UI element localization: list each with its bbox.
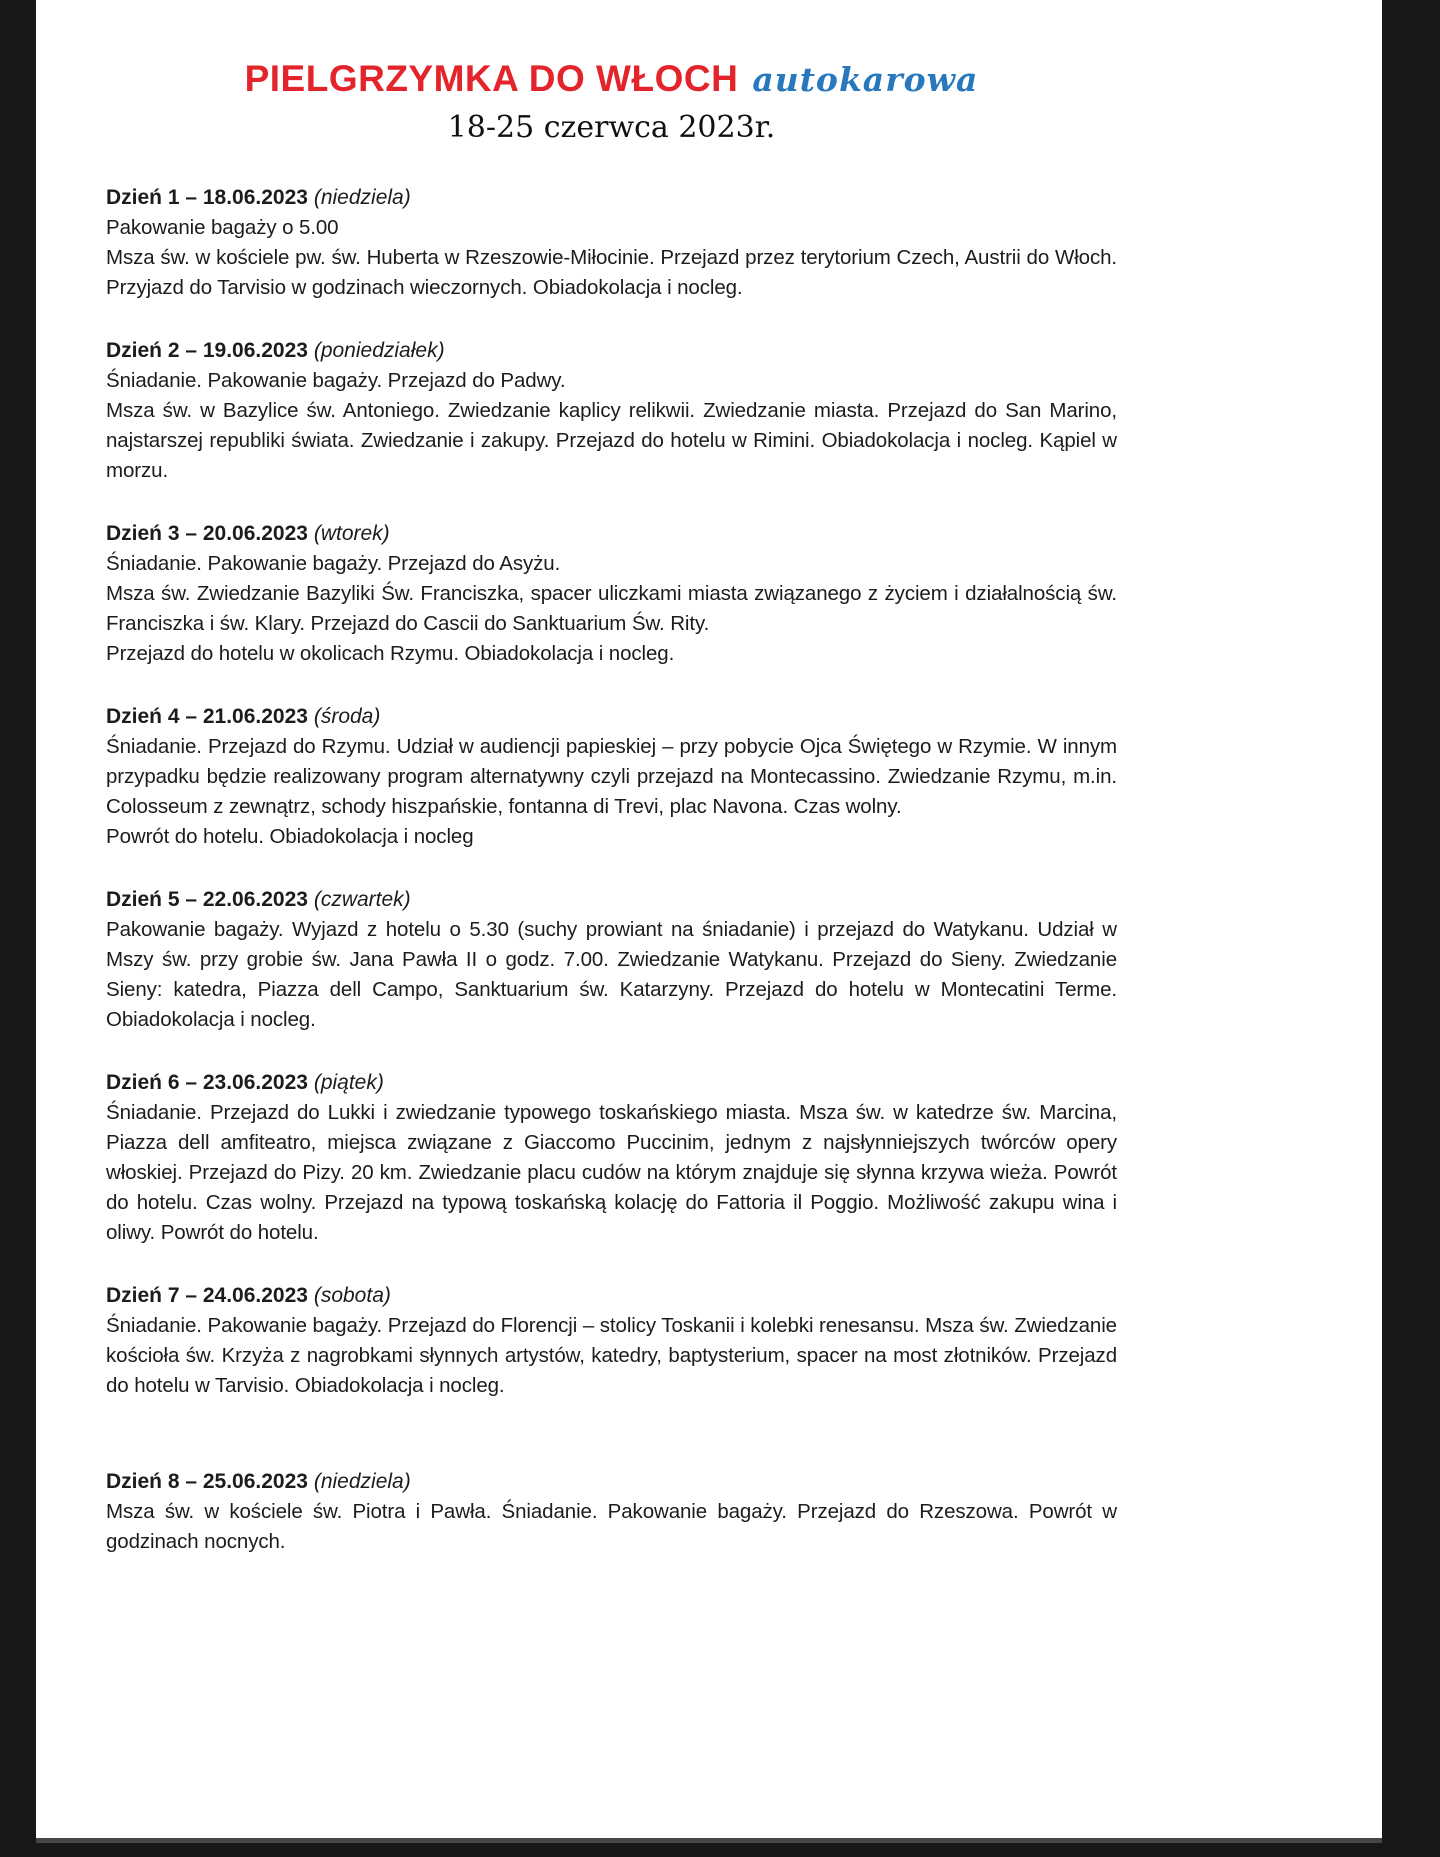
day-paragraph: Pakowanie bagaży. Wyjazd z hotelu o 5.30 (suchy prowiant na śniadanie) i przejazd do Watykanu. Udział w Mszy św. przy grobie św. Jana Pawła II o godz. 7.00. Zwiedzanie Watykanu. Przejazd do Sieny. Zwiedzanie Sieny: katedra, Piazza dell Campo, Sanktuarium św. Katarzyny. Przejazd do hotelu w Montecatini Terme. Obiadokolacja i nocleg. <box>106 918 1117 1031</box>
day-heading <box>106 1281 1117 1311</box>
day-section <box>106 702 1117 852</box>
day-heading-weekday: (sobota) <box>313 1284 391 1307</box>
day-paragraph: Śniadanie. Pakowanie bagaży. Przejazd do Asyżu. <box>106 552 561 575</box>
day-heading <box>106 702 1117 732</box>
day-section <box>106 336 1117 486</box>
day-body <box>106 1311 1117 1401</box>
day-heading-date: Dzień 6 – 23.06.2023 <box>106 1071 308 1094</box>
page-subtitle: 18-25 czerwca 2023r. <box>447 110 776 145</box>
day-heading-date: Dzień 5 – 22.06.2023 <box>106 888 308 911</box>
day-body <box>106 366 1117 486</box>
day-heading-date: Dzień 4 – 21.06.2023 <box>106 705 308 728</box>
day-section <box>106 1467 1117 1557</box>
day-paragraph: Śniadanie. Pakowanie bagaży. Przejazd do Padwy. <box>106 369 566 392</box>
day-paragraph: Przejazd do hotelu w okolicach Rzymu. Obiadokolacja i nocleg. <box>106 642 675 665</box>
day-section <box>106 1068 1117 1248</box>
day-paragraph: Śniadanie. Pakowanie bagaży. Przejazd do Florencji – stolicy Toskanii i kolebki renesansu. Msza św. Zwiedzanie kościoła św. Krzyża z nagrobkami słynnych artystów, katedry, baptysterium, spacer na most złotników. Przejazd do hotelu w Tarvisio. Obiadokolacja i nocleg. <box>106 1314 1117 1397</box>
title-line <box>106 58 1117 100</box>
day-section <box>106 885 1117 1035</box>
day-heading <box>106 1467 1117 1497</box>
day-heading-date: Dzień 7 – 24.06.2023 <box>106 1284 308 1307</box>
day-heading-weekday: (niedziela) <box>313 1470 411 1493</box>
day-paragraph: Pakowanie bagaży o 5.00 <box>106 216 339 239</box>
day-section <box>106 183 1117 303</box>
day-heading-date: Dzień 3 – 20.06.2023 <box>106 522 308 545</box>
day-heading-date: Dzień 2 – 19.06.2023 <box>106 339 308 362</box>
day-paragraph: Msza św. w kościele św. Piotra i Pawła. Śniadanie. Pakowanie bagaży. Przejazd do Rzeszowa. Powrót w godzinach nocnych. <box>106 1500 1117 1553</box>
day-paragraph: Msza św. w Bazylice św. Antoniego. Zwiedzanie kaplicy relikwii. Zwiedzanie miasta. Przejazd do San Marino, najstarszej republiki świata. Zwiedzanie i zakupy. Przejazd do hotelu w Rimini. Obiadokolacja i nocleg. Kąpiel w morzu. <box>106 399 1117 482</box>
day-heading-weekday: (środa) <box>313 705 381 728</box>
day-heading-weekday: (wtorek) <box>313 522 390 545</box>
day-section <box>106 519 1117 669</box>
day-body <box>106 732 1117 852</box>
itinerary-days <box>106 183 1117 1557</box>
day-paragraph: Powrót do hotelu. Obiadokolacja i nocleg <box>106 825 474 848</box>
day-paragraph: Śniadanie. Przejazd do Lukki i zwiedzanie typowego toskańskiego miasta. Msza św. w katedrze św. Marcina, Piazza dell amfiteatro, miejsca związane z Giaccomo Puccinim, jednym z najsłynniejszych twórców opery włoskiej. Przejazd do Pizy. 20 km. Zwiedzanie placu cudów na którym znajduje się słynna krzywa wieża. Powrót do hotelu. Czas wolny. Przejazd na typową toskańską kolację do Fattoria il Poggio. Możliwość zakupu wina i oliwy. Powrót do hotelu. <box>106 1101 1117 1244</box>
document-header <box>106 58 1117 145</box>
title-script-word: autokarowa <box>752 60 979 99</box>
day-body <box>106 1098 1117 1248</box>
day-body <box>106 915 1117 1035</box>
day-heading <box>106 183 1117 213</box>
day-heading <box>106 1068 1117 1098</box>
day-heading <box>106 336 1117 366</box>
document-page <box>36 0 1382 1838</box>
day-section <box>106 1281 1117 1401</box>
day-paragraph: Msza św. w kościele pw. św. Huberta w Rzeszowie-Miłocinie. Przejazd przez terytorium Czech, Austrii do Włoch. Przyjazd do Tarvisio w godzinach wieczornych. Obiadokolacja i nocleg. <box>106 246 1117 299</box>
day-body <box>106 213 1117 303</box>
day-heading-weekday: (poniedziałek) <box>313 339 445 362</box>
day-heading-date: Dzień 8 – 25.06.2023 <box>106 1470 308 1493</box>
day-heading-weekday: (niedziela) <box>313 186 411 209</box>
day-body <box>106 549 1117 669</box>
day-heading-weekday: (czwartek) <box>313 888 411 911</box>
day-heading-date: Dzień 1 – 18.06.2023 <box>106 186 308 209</box>
day-paragraph: Śniadanie. Przejazd do Rzymu. Udział w audiencji papieskiej – przy pobycie Ojca Świętego w Rzymie. W innym przypadku będzie realizowany program alternatywny czyli przejazd na Montecassino. Zwiedzanie Rzymu, m.in. Colosseum z zewnątrz, schody hiszpańskie, fontanna di Trevi, plac Navona. Czas wolny. <box>106 735 1117 818</box>
day-paragraph: Msza św. Zwiedzanie Bazyliki Św. Franciszka, spacer uliczkami miasta związanego z życiem i działalnością św. Franciszka i św. Klary. Przejazd do Cascii do Sanktuarium Św. Rity. <box>106 582 1117 635</box>
day-heading-weekday: (piątek) <box>313 1071 384 1094</box>
day-body <box>106 1497 1117 1557</box>
page-title: PIELGRZYMKA DO WŁOCH <box>244 58 739 99</box>
day-heading <box>106 885 1117 915</box>
day-heading <box>106 519 1117 549</box>
